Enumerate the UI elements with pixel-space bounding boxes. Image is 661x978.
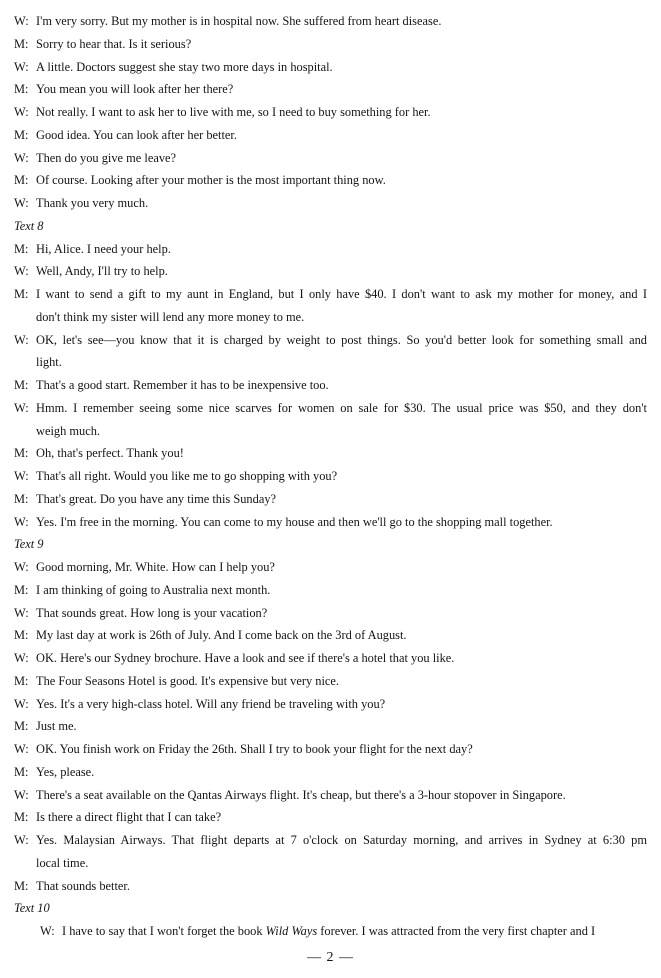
speaker-label: W: bbox=[14, 400, 29, 415]
utterance-text: Oh, that's perfect. Thank you! bbox=[36, 446, 184, 461]
page-number: — 2 — bbox=[307, 950, 354, 965]
speaker-label: W: bbox=[14, 696, 29, 711]
utterance-text: Well, Andy, I'll try to help. bbox=[36, 264, 168, 279]
utterance-text: There's a seat available on the Qantas Airways flight. It's cheap, but there's a 3-hour stopover in Singapore. bbox=[36, 787, 566, 802]
book-title: Wild Ways bbox=[265, 924, 318, 938]
utterance-text: Then do you give me leave? bbox=[36, 150, 177, 165]
utterance-text: local time. bbox=[36, 855, 89, 870]
utterance-text: don't think my sister will lend any more money to me. bbox=[36, 309, 305, 324]
utterance-text: I am thinking of going to Australia next month. bbox=[36, 582, 271, 597]
utterance-text: Hi, Alice. I need your help. bbox=[36, 241, 171, 256]
utterance-text: Hmm. I remember seeing some nice scarves for women on sale for $30. The usual price was $50, and they don't bbox=[36, 400, 647, 415]
utterance-text: Is there a direct flight that I can take? bbox=[36, 810, 222, 825]
speaker-label: M: bbox=[14, 878, 29, 893]
utterance-text: A little. Doctors suggest she stay two more days in hospital. bbox=[36, 59, 333, 74]
speaker-label: M: bbox=[14, 173, 29, 188]
utterance-text: That's great. Do you have any time this Sunday? bbox=[36, 491, 277, 506]
speaker-label: M: bbox=[14, 241, 29, 256]
speaker-label: W: bbox=[14, 605, 29, 620]
utterance-text: Good idea. You can look after her better. bbox=[36, 127, 237, 142]
section-title: Text 10 bbox=[14, 901, 50, 916]
utterance-text: Yes. I'm free in the morning. You can come to my house and then we'll go to the shopping mall together. bbox=[36, 514, 553, 529]
utterance-text: The Four Seasons Hotel is good. It's expensive but very nice. bbox=[36, 673, 339, 688]
speaker-label: M: bbox=[14, 582, 29, 597]
speaker-label: W: bbox=[14, 332, 29, 347]
speaker-label: W: bbox=[14, 742, 29, 756]
speaker-label: W: bbox=[14, 264, 29, 279]
speaker-label: W: bbox=[14, 469, 29, 483]
speaker-label: M: bbox=[14, 287, 29, 301]
speaker-label: W: bbox=[14, 833, 29, 847]
utterance-text: That's a good start. Remember it has to be inexpensive too. bbox=[36, 378, 329, 392]
utterance-text: You mean you will look after her there? bbox=[36, 82, 234, 97]
speaker-label: W: bbox=[14, 651, 29, 665]
utterance-text: OK. You finish work on Friday the 26th. Shall I try to book your flight for the next day? bbox=[36, 742, 473, 756]
utterance-text: OK, let's see—you know that it is charged by weight to post things. So you'd better look for something small and bbox=[36, 332, 647, 347]
utterance-text: Of course. Looking after your mother is the most important thing now. bbox=[36, 173, 386, 188]
utterance-text: Not really. I want to ask her to live with me, so I need to buy something for her. bbox=[36, 105, 431, 119]
utterance-text: I want to send a gift to my aunt in England, but I only have $40. I don't want to ask my mother for money, and I bbox=[36, 287, 647, 301]
speaker-label: M: bbox=[14, 628, 29, 643]
speaker-label: W: bbox=[14, 150, 29, 165]
utterance-text: Just me. bbox=[36, 719, 77, 734]
utterance-text: Good morning, Mr. White. How can I help you? bbox=[36, 560, 275, 574]
utterance-text: light. bbox=[36, 355, 62, 370]
speaker-label: W: bbox=[14, 787, 29, 802]
speaker-label: M: bbox=[14, 127, 29, 142]
utterance-text: weigh much. bbox=[36, 423, 101, 438]
speaker-label: M: bbox=[14, 764, 29, 779]
speaker-label: M: bbox=[14, 673, 29, 688]
speaker-label: W: bbox=[14, 14, 29, 28]
speaker-label: W: bbox=[14, 514, 29, 529]
utterance-text: I'm very sorry. But my mother is in hospital now. She suffered from heart disease. bbox=[36, 14, 442, 28]
utterance-text: Sorry to hear that. Is it serious? bbox=[36, 36, 192, 51]
utterance-text: Yes, please. bbox=[36, 764, 95, 779]
section-title: Text 8 bbox=[14, 218, 44, 233]
utterance-text: My last day at work is 26th of July. And I come back on the 3rd of August. bbox=[36, 628, 407, 643]
utterance-text: I have to say that I won't forget the book Wild Ways forever. I was attracted from the very first chapter and I bbox=[62, 924, 596, 938]
speaker-label: W: bbox=[14, 196, 29, 210]
speaker-label: M: bbox=[14, 446, 29, 461]
speaker-label: M: bbox=[14, 719, 29, 734]
speaker-label: M: bbox=[14, 491, 29, 506]
section-title: Text 9 bbox=[14, 537, 44, 552]
speaker-label: M: bbox=[14, 82, 29, 97]
utterance-text: Yes. It's a very high-class hotel. Will any friend be traveling with you? bbox=[36, 696, 386, 711]
utterance-text: That's all right. Would you like me to go shopping with you? bbox=[36, 469, 338, 483]
utterance-text: Thank you very much. bbox=[36, 196, 149, 210]
speaker-label: W: bbox=[14, 105, 29, 119]
utterance-text: Yes. Malaysian Airways. That flight departs at 7 o'clock on Saturday morning, and arrives in Sydney at 6:30 pm bbox=[36, 833, 647, 847]
speaker-label: M: bbox=[14, 378, 29, 392]
speaker-label: W: bbox=[40, 924, 55, 938]
utterance-text: OK. Here's our Sydney brochure. Have a look and see if there's a hotel that you like. bbox=[36, 651, 455, 665]
speaker-label: M: bbox=[14, 36, 29, 51]
speaker-label: M: bbox=[14, 810, 29, 825]
speaker-label: W: bbox=[14, 59, 29, 74]
utterance-text: That sounds better. bbox=[36, 878, 130, 893]
utterance-text: That sounds great. How long is your vacation? bbox=[36, 605, 268, 620]
speaker-label: W: bbox=[14, 560, 29, 574]
